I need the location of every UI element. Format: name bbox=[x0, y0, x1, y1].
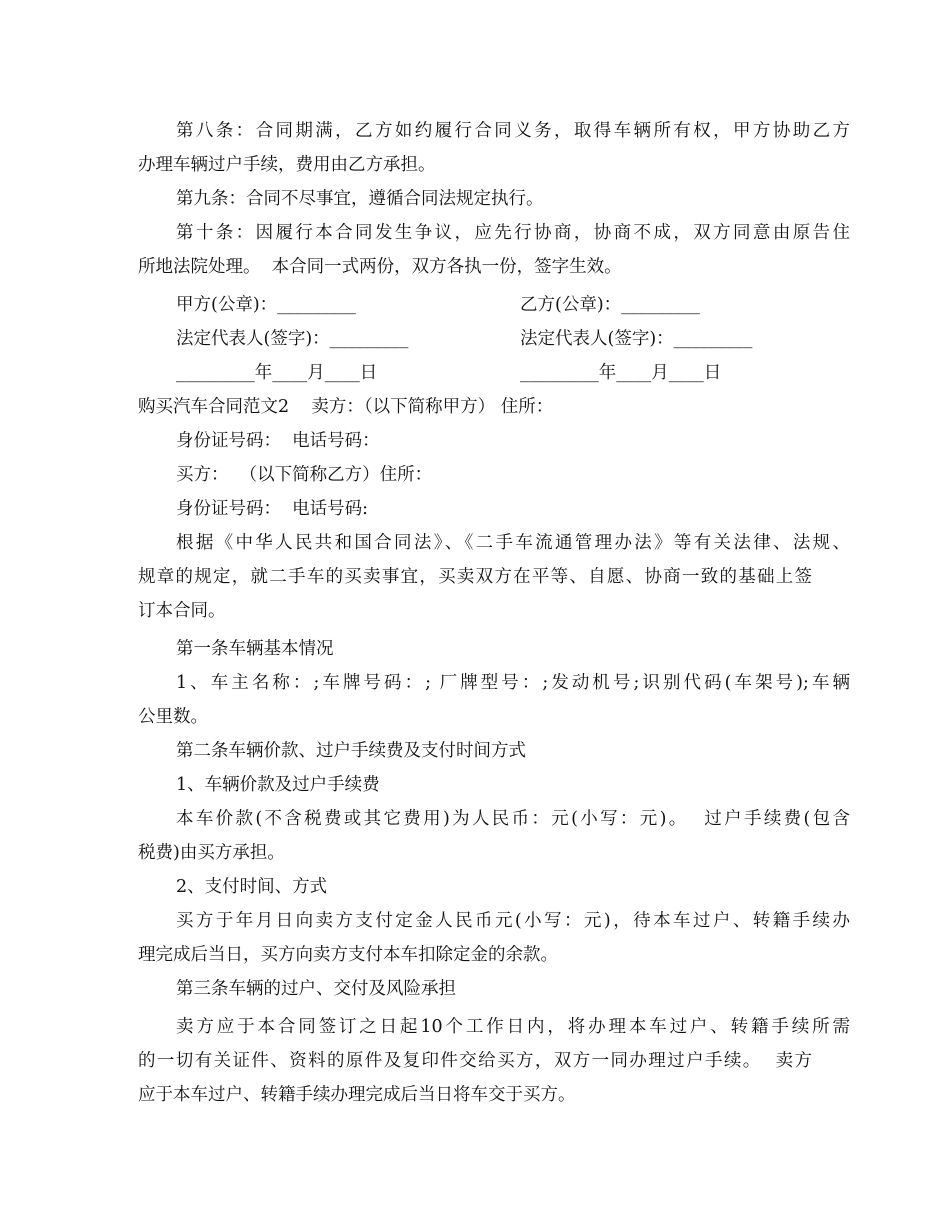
buyer-id-phone: 身份证号码： 电话号码: bbox=[176, 499, 369, 519]
party-a-representative: 法定代表人(签字)：_________ bbox=[176, 329, 409, 349]
transfer-line-1: 卖方应于本合同签订之日起10个工作日内，将办理本车过户、转籍手续所需 bbox=[176, 1017, 850, 1037]
payment-line-1: 买方于年月日向卖方支付定金人民币元(小写：元)，待本车过户、转籍手续办 bbox=[176, 911, 850, 931]
article-10-line-2: 所地法院处理。 本合同一式两份，双方各执一份，签字生效。 bbox=[138, 257, 622, 277]
party-b-date: _________年____月____日 bbox=[520, 363, 722, 383]
article-2-item-2: 2、支付时间、方式 bbox=[176, 877, 328, 897]
transfer-line-3: 应于本车过户、转籍手续办理完成后当日将车交于买方。 bbox=[138, 1085, 576, 1105]
preamble-line-1: 根据《中华人民共和国合同法》、《二手车流通管理办法》等有关法律、法规、 bbox=[176, 533, 850, 553]
sample-2-heading: 购买汽车合同范文2 卖方：（以下简称甲方） 住所： bbox=[138, 397, 554, 417]
article-1-heading: 第一条车辆基本情况 bbox=[176, 639, 334, 659]
transfer-line-2: 的一切有关证件、资料的原件及复印件交给买方，双方一同办理过户手续。 卖方 bbox=[138, 1051, 812, 1071]
article-1-item-line-1: 1、车主名称：;车牌号码：; 厂牌型号：;发动机号;识别代码(车架号);车辆 bbox=[176, 673, 850, 693]
seller-id-phone: 身份证号码： 电话号码： bbox=[176, 431, 380, 451]
article-1-item-line-2: 公里数。 bbox=[138, 707, 208, 727]
preamble-line-2: 规章的规定，就二手车的买卖事宜，买卖双方在平等、自愿、协商一致的基础上签 bbox=[138, 567, 812, 587]
payment-line-2: 理完成后当日，买方向卖方支付本车扣除定金的余款。 bbox=[138, 945, 558, 965]
party-a-seal: 甲方(公章)：_________ bbox=[176, 295, 356, 315]
price-line-2: 税费)由买方承担。 bbox=[138, 843, 285, 863]
article-3-heading: 第三条车辆的过户、交付及风险承担 bbox=[176, 979, 456, 999]
article-8-line-2: 办理车辆过户手续，费用由乙方承担。 bbox=[138, 155, 436, 175]
article-8-line-1: 第八条：合同期满，乙方如约履行合同义务，取得车辆所有权，甲方协助乙方 bbox=[176, 121, 850, 141]
article-9: 第九条：合同不尽事宜，遵循合同法规定执行。 bbox=[176, 189, 544, 209]
price-line-1: 本车价款(不含税费或其它费用)为人民币：元(小写：元)。 过户手续费(包含 bbox=[176, 809, 850, 829]
buyer-line: 买方： （以下简称乙方）住所： bbox=[176, 465, 433, 485]
party-b-seal: 乙方(公章)：_________ bbox=[520, 295, 700, 315]
article-10-line-1: 第十条：因履行本合同发生争议，应先行协商，协商不成，双方同意由原告住 bbox=[176, 223, 850, 243]
party-b-representative: 法定代表人(签字)：_________ bbox=[520, 329, 753, 349]
preamble-line-3: 订本合同。 bbox=[138, 601, 226, 621]
party-a-date: _________年____月____日 bbox=[176, 363, 378, 383]
article-2-item-1: 1、车辆价款及过户手续费 bbox=[176, 775, 380, 795]
article-2-heading: 第二条车辆价款、过户手续费及支付时间方式 bbox=[176, 741, 526, 761]
